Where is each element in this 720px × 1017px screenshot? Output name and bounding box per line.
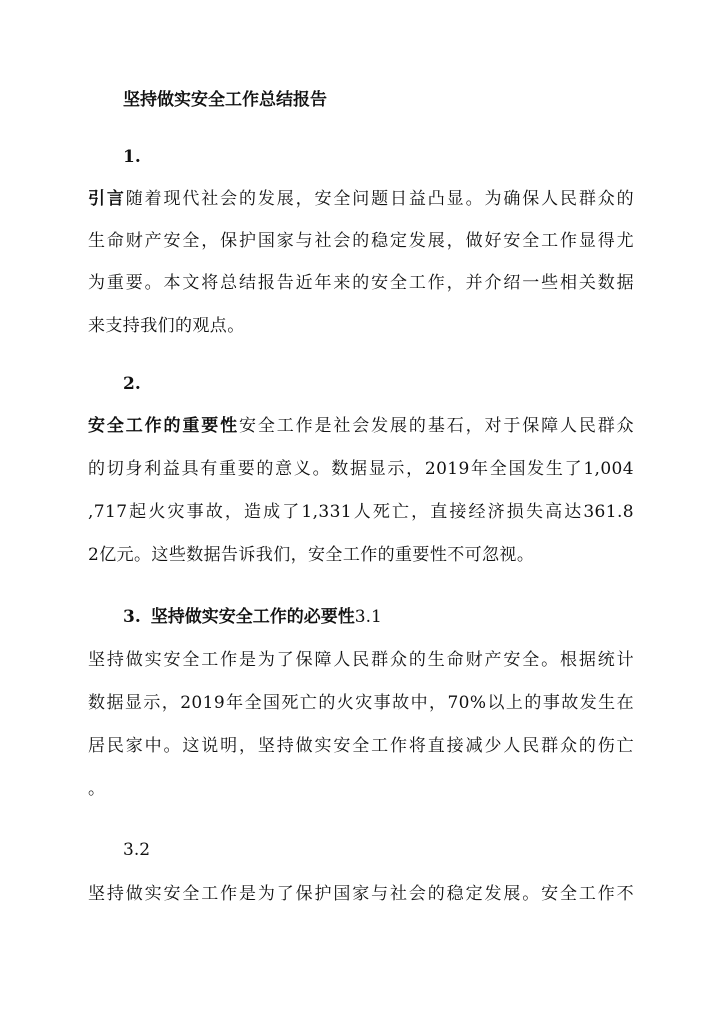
section-1-heading: 引言 <box>88 189 126 209</box>
section-3-heading-line <box>123 605 382 629</box>
section-2-line-4: 2亿元。这些数据告诉我们，安全工作的重要性不可忽视。 <box>88 545 535 565</box>
section-1-line-2: 生命财产安全，保护国家与社会的稳定发展，做好安全工作显得尤 <box>88 231 634 251</box>
section-3-heading: 坚持做实安全工作的必要性 <box>150 607 355 627</box>
section-1-line-3: 为重要。本文将总结报告近年来的安全工作，并介绍一些相关数据 <box>88 273 634 293</box>
section-1-text-1: 随着现代社会的发展，安全问题日益凸显。为确保人民群众的 <box>125 189 634 209</box>
section-2-text-1: 安全工作是社会发展的基石，对于保障人民群众 <box>239 416 634 436</box>
section-3-line-4: 。 <box>88 779 106 799</box>
section-2-number: 2. <box>123 374 141 394</box>
section-1-line-4: 来支持我们的观点。 <box>88 316 245 336</box>
section-2-line-1 <box>88 414 634 438</box>
section-2-heading: 安全工作的重要性 <box>88 416 240 436</box>
section-3-number: 3. <box>123 607 141 627</box>
document-title: 坚持做实安全工作总结报告 <box>123 90 327 110</box>
section-3-2-line-1: 坚持做实安全工作是为了保护国家与社会的稳定发展。安全工作不 <box>88 884 634 904</box>
section-3-line-3: 居民家中。这说明，坚持做实安全工作将直接减少人民群众的伤亡 <box>88 736 634 756</box>
section-3-sub-number: 3.1 <box>354 607 382 627</box>
section-3-line-2: 数据显示，2019年全国死亡的火灾事故中，70%以上的事故发生在 <box>88 693 634 713</box>
section-1-line-1 <box>88 187 634 211</box>
section-3-2-number: 3.2 <box>123 840 151 860</box>
section-1-number: 1. <box>123 147 141 167</box>
section-3-line-1: 坚持做实安全工作是为了保障人民群众的生命财产安全。根据统计 <box>88 650 634 670</box>
section-2-line-3: ,717起火灾事故，造成了1,331人死亡，直接经济损失高达361.8 <box>88 502 634 522</box>
section-2-line-2: 的切身利益具有重要的意义。数据显示，2019年全国发生了1,004 <box>88 459 634 479</box>
